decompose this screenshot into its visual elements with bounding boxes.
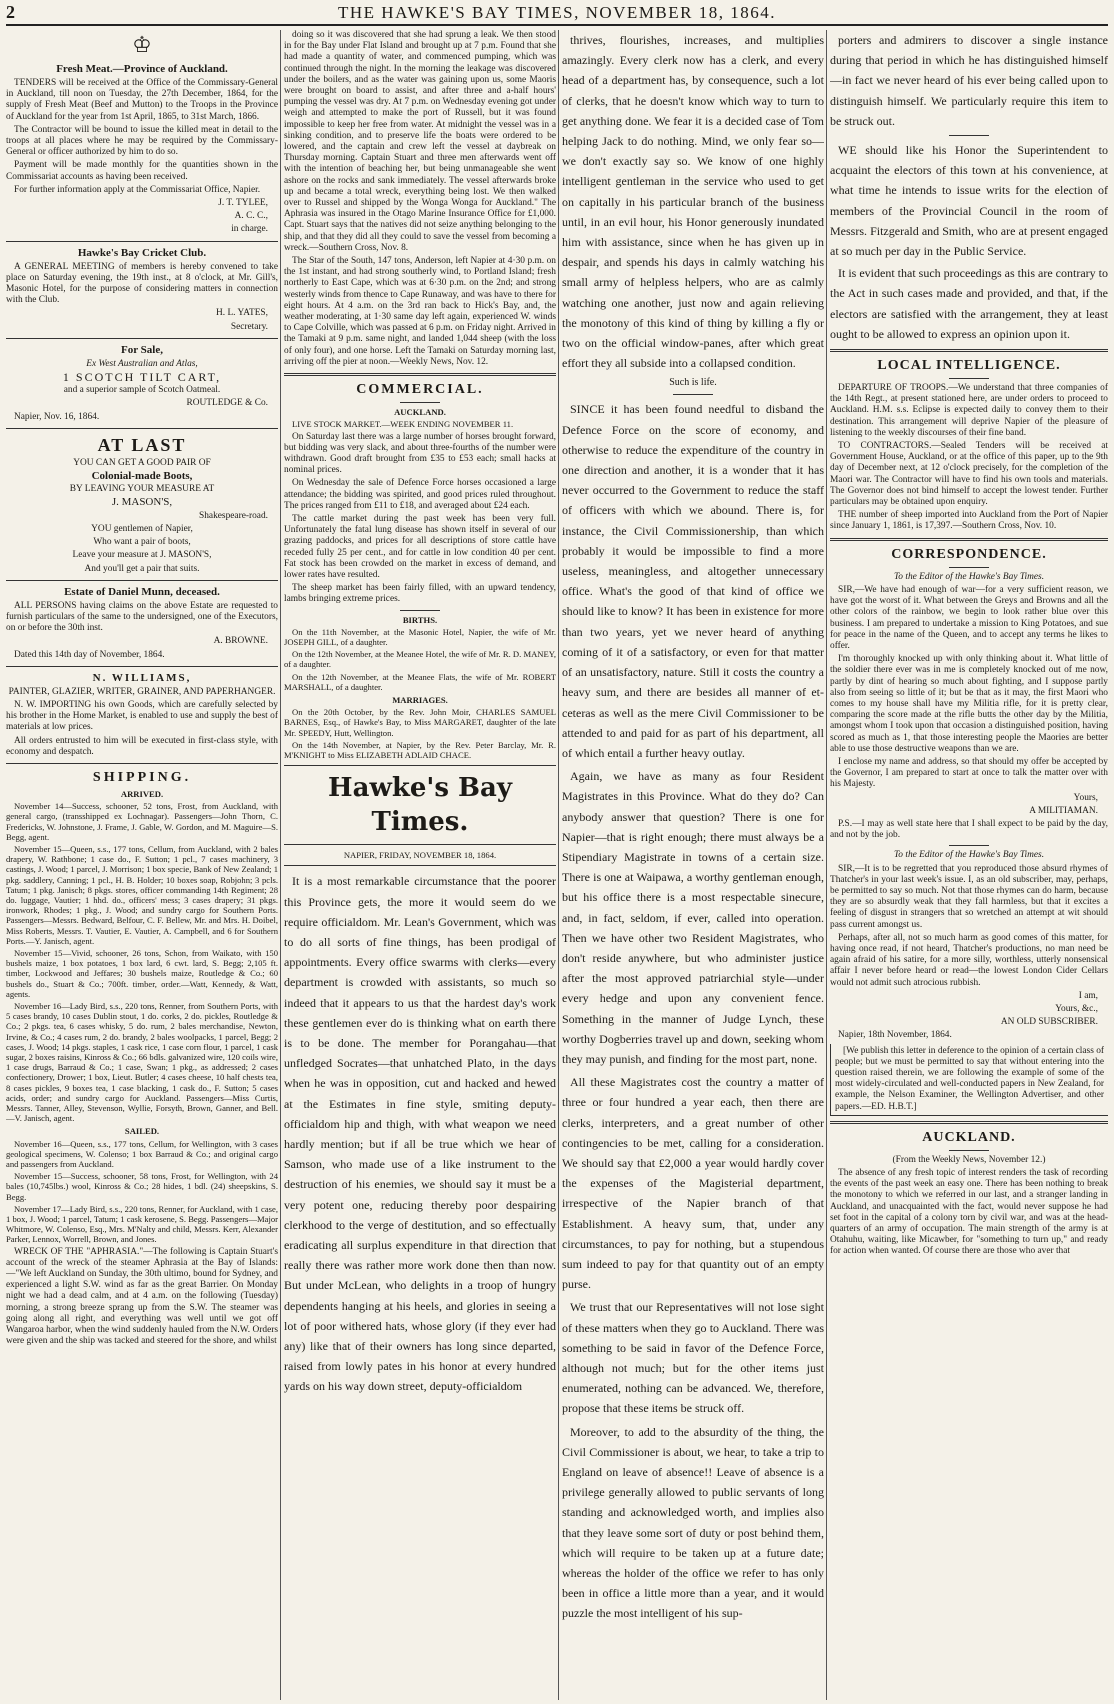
signature: A. BROWNE. [213,636,268,647]
livestock-heading: LIVE STOCK MARKET.—WEEK ENDING NOVEMBER 11. [292,419,514,430]
shipping-entry: November 16—Lady Bird, s.s., 220 tons, Renner, from Southern Ports, with 5 cases brandy, 10 cases Dublin stout, 1 do. corks, 2 do. pickles, Routledge & Co.; 2 pkgs. tea, 6 cases whisky, 5 do. rum, 2 bales merchandise, Newton, Irvine, & Co.; 4 cases rum, 2 do. brandy, 2 bales woolpacks, 1 parcel, Begg; 2 cases, J. Wood; 14 pkgs. staples, 1 cask rice, 1 case corn flour, 1 parcel, 1 cask sugar, 2 boxes raisins, Kinross & Co.; 66 bdls. galvanized wire, 120 coils wire, 1 case drugs, Barraud & Co.; 1 case, Swan; 1 pkg., as addressed; 2 cases confectionery, Drower; 1 box, Lieut. Butler; 4 cases cheese, 10 half chests tea, 8 cases pickles, 9 boxes tea, 1 case blacking, 1 cask do., F. Sutton; 5 cases acids, order; and sundry cargo for Auckland. Passengers—Miss Curtis, Messrs. Tanner, Alley, Stevenson, Wyllie, Forsyth, Brown, Ganner, and Bell.—V. Janisch, agent. [6,1001,278,1124]
boots-verse: YOU gentlemen of Napier, [91,523,193,534]
signature: in charge. [231,224,268,235]
editorial-text: It is evident that such proceedings as this are contrary to the Act in such cases made and provided, and that, if the electors are satisfied with the arrangement, they at least ought to be allowed to express an opinion upon it. [830,266,1108,341]
boots-text: BY LEAVING YOUR MEASURE AT [69,484,215,495]
divider [673,394,713,395]
editorial-text: We trust that our Representatives will not lose sight of these matters when they go to Auckland. There was something to be said in favor of the Defence Force, although not much; but for the other items just enumerated, nothing can be advanced. We, therefore, propose that these items be struck off. [562,1300,824,1416]
editorial-text: Moreover, to add to the absurdity of the thing, the Civil Commissioner is about, we hear, to take a trip to England on leave of absence!! Leave of absence is a privilege generally allowed to public servants of long standing and acknowledged worth, and implies also that they leave some sort of duty or post behind them, which will require to be taken up at a future date; whereas the holder of the office we refer to has only been in office a little more than a year, and it would puzzle the most intelligent of his sup- [562,1424,824,1621]
masthead [6,2,1108,26]
boots-text: Shakespeare-road. [199,510,268,521]
cricket-text: A GENERAL MEETING of members is hereby convened to take place on Saturday evening, the 19th inst., at 8 o'clock, at Mr. Gill's, Masonic Hotel, for the purpose of considering matters in connection with the Club. [6,261,278,306]
auckland-subheading: AUCKLAND. [394,407,446,418]
boots-verse: Who want a pair of boots, [93,537,191,548]
sale-text: Ex West Australian and Atlas, [86,358,198,369]
letter-text: P.S.—I may as well state here that I shall expect to be paid by the day, and not by the job. [830,818,1108,841]
divider [284,373,556,376]
marriage-entry: On the 14th November, at Napier, by the Rev. Peter Barclay, Mr. R. M'KNIGHT to Miss ELIZABETH ADLAID CHACE. [284,739,556,760]
column-rule [558,30,559,1700]
signature: AN OLD SUBSCRIBER. [1000,1017,1098,1028]
signature: I am, [1078,990,1098,1001]
divider [284,765,556,766]
shipping-entry: November 14—Success, schooner, 52 tons, Frost, from Auckland, with general cargo, (transshipped ex Lochnagar). Passengers—John Thorn, C. Fredericks, W. Johnstone, J. Frame, J. Gable, W. Gordon, and M. Maguire—S. Begg, agent. [6,801,278,842]
williams-heading: N. WILLIAMS, [92,671,192,684]
munn-text: ALL PERSONS having claims on the above Estate are requested to furnish particulars of the same to the undersigned, one of the Executors, on or before the 30th inst. [6,600,278,634]
correspondence-heading: CORRESPONDENCE. [891,546,1047,562]
star-of-south-text: The Star of the South, 147 tons, Anderson, left Napier at 4·30 p.m. on the 1st instant, and had strong southerly wind, to Portland Island; fresh northerly to East Cape, which was at 6·30 p.m. on the 2nd; and strong westerly winds from thence to Cape Runaway, and was have to there for eight hours. At 4 a.m. on the 3rd ran back to Hick's Bay, and, the weather moderating, at 1·30 same day left again, experienced W. winds to Cape Colville, which was passed at 6 p.m. on Friday night. Arrived in the Tamaki at 9 p.m. same night, and landed 1,044 sheep (with the loss of only four), and one horse. Left the Tamaki on Saturday morning last, arriving off the pier at noon.—Weekly News, Nov. 12. [284,256,556,367]
williams-text: N. W. IMPORTING his own Goods, which are carefully selected by his brother in the Home Market, is enabled to use and supply the best of materials at low prices. [6,699,278,733]
divider [949,135,989,136]
paper-nameplate: Hawke's Bay Times. [328,773,512,838]
column-1 [6,30,278,1700]
arrived-heading: ARRIVED. [120,788,164,799]
boots-verse: And you'll get a pair that suits. [84,563,200,574]
column-3 [562,30,824,1700]
auckland-heading: AUCKLAND. [922,1129,1016,1145]
livestock-text: The cattle market during the past week has been very full. Unfortunately the fatal lung disease has shown itself in several of our grazing paddocks, and prices for all descriptions of store cattle have receded fully 25 per cent., and for cattle in low condition 40 per cent. Fat stock has been crowded on the market in excess of demand, and lower rates have resulted. [284,513,556,580]
source-line: (From the Weekly News, November 12.) [892,1154,1046,1165]
sale-date: Napier, Nov. 16, 1864. [14,411,100,422]
shipping-entry: November 15—Vivid, schooner, 26 tons, Schon, from Waikato, with 150 bushels maize, 1 box potatoes, 1 box lard, 6 cwt. lard, S. Begg; 2,105 ft. timber, Lockwood and Jeffares; 30 bushels maize, Routledge & Co.; 60 bushels do., Stuart & Co.; 700ft. timber, order.—Watt, Kennedy, & Watt, agents. [6,947,278,999]
fresh-meat-text: For further information apply at the Commissariat Office, Napier. [14,184,261,195]
wreck-text: doing so it was discovered that she had sprung a leak. We then stood in for the Bay under Flat Island and brought up at 7 p.m. Found that she had made a quantity of water, and commenced pumping, which was continued through the night. In the morning the leakage was discovered under the boilers, and as the water was gaining upon us, some Maoris were brought on board to assist, and after three and a-half hours' pumping the vessel was dry. At 7 p.m. on Wednesday evening got under weigh and attempted to make the port of Russell, but it was found impossible to keep her free from water. At midnight the vessel was in a sinking condition, and to preserve life the boats were ordered to be lowered, and the captain and crew left the vessel at daybreak on Thursday morning. Captain Stuart and three men afterwards went off with the intention of beaching her, but being unmanageable she went ashore on the rocks and sank immediately. The vessel afterwards broke up and became a total wreck, everything being lost. We then walked over to Russel and shipped by the Wonga Wonga for Auckland." The Aphrasia was insured in the Otago Marine Insurance Office for £1,000. Capt. Stuart says that the natives did not seize anything belonging to the ship, and that they did all they could to save the vessel from becoming a wreck.—Southern Cross, Nov. 8. [284,30,556,253]
divider [949,567,989,568]
boots-text: J. MASON'S, [111,496,173,509]
williams-sub: PAINTER, GLAZIER, WRITER, GRAINER, AND PAPERHANGER. [8,686,276,697]
commercial-heading: COMMERCIAL. [356,382,484,398]
letter-text: Perhaps, after all, not so much harm as good comes of this matter, for having once read, if not heard, Thatcher's productions, no man need be again afraid of his satire, for a more silly, worthless, utterly nonsensical affair I never before heard or read—the lowest London Cider Cellars would not admit such atrocious rubbish. [830,932,1108,988]
marriages-heading: MARRIAGES. [392,694,448,705]
livestock-text: On Saturday last there was a large number of horses brought forward, but bidding was very slack, and about three-fourths of the number were withdrawn. Good draft brought from £35 to £53 each; small hacks at nominal prices. [284,431,556,476]
fresh-meat-text: The Contractor will be bound to issue the killed meat in detail to the troops at all places where he may be required by the Commissary-General or officer authorized by him to do so. [6,124,278,158]
munn-date: Dated this 14th day of November, 1864. [14,649,165,660]
column-rule [280,30,281,1700]
birth-entry: On the 11th November, at the Masonic Hotel, Napier, the wife of Mr. JOSEPH GILL, of a daughter. [284,626,556,647]
divider [830,538,1108,541]
signature: Yours, [1073,792,1098,803]
divider [949,378,989,379]
editorial-text: WE should like his Honor the Superintendent to acquaint the electors of this town at his convenience, at what time he intends to issue writs for the election of members of the Provincial Council in the room of Messrs. Fitzgerald and Smith, who are at present engaged at so much per day in the Public Service. [830,143,1108,259]
birth-entry: On the 12th November, at the Meanee Flats, the wife of Mr. ROBERT MARSHALL, of a daughter. [284,671,556,692]
divider [284,844,556,845]
editorial-text: SINCE it has been found needful to disband the Defence Force on the score of economy, and otherwise to reduce the expenditure of the country in one direction and another, it is a wonder that it has never occurred to the Government to reduce the staff of officers with which we abound. There is, for instance, the Civil Commissionership, than which probably it would be impossible to find a more useless, meaningless, and altogether unnecessary office. What's the good of that kind of office we should like to know? It has been in existence for more than two years, yet we never heard of anything coming of it of a satisfactory, or even for that matter of an unsatisfactory, nature. Still it costs the country a heavy sum, and there are besides all manner of et-ceteras as well as the mere Civil Commissioner to be attended to and paid for as part of his department, all of which entail a further heavy outlay. [562,402,824,760]
dateline: NAPIER, FRIDAY, NOVEMBER 18, 1864. [343,850,497,861]
shipping-heading: SHIPPING. [92,769,192,785]
editorial-text: thrives, flourishes, increases, and multiplies amazingly. Every clerk now has a clerk, and every head of a department has, by consequence, such a lot of clerks, that he doesn't know which way to turn to get anything done. We fear it is a decided case of Tom helping Jack to do nothing. Mind, we only fear so—we don't exactly say so. We know of one highly intelligent gentleman in the service who used to get on capitally in his particular branch of the business until, in an evil hour, his Honor generously inundated him with assistance, since when he has given up in despair, and spends his days in calmly watching his small army of helpless helpers, who are as calmly watching one another, just now and again relieving the monotony of this kind of thing by killing a fly or two on the official window-panes, after which great effort they all subside into a collapsed condition. [562,33,824,371]
sale-item: 1 SCOTCH TILT CART, [62,370,222,385]
munn-heading: Estate of Daniel Munn, deceased. [64,585,220,598]
editor-note: [We publish this letter in deference to the opinion of a certain class of people; but we must be permitted to say that without entering into the question raised therein, we are following the example of some of the most widely-circulated and well-conducted papers in New Zealand, for example, the Nelson Examiner, the Wellington Advertiser, and other papers.—ED. H.B.T.] [830,1044,1108,1116]
editorial-text: Such is life. [669,377,717,389]
auckland-text: The absence of any fresh topic of interest renders the task of recording the events of the past week an easy one. There has been nothing to break the monotony to which we referred in our last, and a stranger landing in Auckland, and unacquainted with the fact, would never suppose he had set foot in the capital of a colony torn by civil war, and was at the head-quarters of an army of occupation. The main strength of the army is at Otahuhu, waiting, like Micawber, for "something to turn up," and ready for action when wanted. Of course there are those who aver that [830,1168,1108,1257]
boots-text: Colonial-made Boots, [91,470,193,483]
fresh-meat-heading: Fresh Meat.—Province of Auckland. [56,63,228,75]
editorial-text: All these Magistrates cost the country a matter of three or four hundred a year each, then there are clerks, interpreters, and a great number of other contingencies to be met, calling for a consideration. We should say that £2,000 a year would hardly cover the expenses of the Magisterial department, irrespective of the Napier branch of that Establishment. A heavy sum, that, under any circumstances, to pay for nothing, but a stupendous sum indeed to pay for that quantity out of an empty purse. [562,1075,824,1292]
shipping-entry: November 16—Queen, s.s., 177 tons, Cellum, for Wellington, with 3 cases geological specimens, W. Colenso; 1 box Barraud & Co.; and original cargo and passengers from Auckland. [6,1138,278,1170]
sailed-heading: SAILED. [124,1126,160,1137]
williams-text: All orders entrusted to him will be executed in first-class style, with economy and despatch. [6,735,278,757]
livestock-text: The sheep market has been fairly filled, with an upward tendency, lambs bringing extreme prices. [284,583,556,605]
divider [949,845,989,846]
letter-address: To the Editor of the Hawke's Bay Times. [893,571,1045,582]
boots-text: YOU CAN GET A GOOD PAIR OF [73,457,211,468]
editorial-text: porters and admirers to discover a single instance during that period in which he has distinguished himself—in fact we never heard of his ever being called upon to distinguish himself. We particularly require this item to be struck out. [830,33,1108,128]
signature: A. C. C., [234,211,268,222]
column-4 [830,30,1108,1700]
signature: A MILITIAMAN. [1029,805,1098,816]
livestock-text: On Wednesday the sale of Defence Force horses occasioned a large attendance; the bidding was spirited, and good prices ruled throughout. The prices ranged from £11 to £18, and averaged about £24 each. [284,478,556,511]
divider [6,241,278,242]
shipping-entry: November 15—Queen, s.s., 177 tons, Cellum, from Auckland, with 2 bales drapery, W. Rathbone; 1 case do., F. Sutton; 1 pcl., 7 cases machinery, 3 castings, J. Wood; 1 parcel, J. Morrison; 1 box specie, Bank of New Zealand; 1 pkg. saddlery, Canning; 1 pcl., H. B. Holder; 10 boxes soap, Robjohn; 3 pcls. Tatum; 1 pkg. Janisch; 8 pkgs. stores, officer commanding 14th Regiment; 28 do. luggage, Vautier; 1 hhd. do., officers' mess; 3 cases drapery; 31 pkgs. ironwork, Rhodes; 1 pkg., J. Wood; and sundry cargo for Southern Ports. Passengers—Messrs. Bedward, Belfour, C. F. Bellew, Mr. and Mrs. H. Doibel, Miss Roberts, Messrs. T. Vautier, E. Vautier, A. Campbell, and 6 for Southern Ports.—Y. Janisch, agent. [6,843,278,946]
divider [400,610,440,611]
cricket-heading: Hawke's Bay Cricket Club. [77,246,207,259]
divider [830,1121,1108,1124]
letter-text: I enclose my name and address, so that should my offer be accepted by the Governor, I am prepared to start at once to talk the matter over with his Majesty. [830,756,1108,790]
birth-entry: On the 12th November, at the Meanee Hotel, the wife of Mr. R. D. MANEY, of a daughter. [284,649,556,670]
divider [284,865,556,866]
signature: ROUTLEDGE & Co. [186,398,268,409]
column-rule [826,30,827,1700]
shipping-entry: November 17—Lady Bird, s.s., 220 tons, Renner, for Auckland, with 1 case, 1 box, J. Wood; 1 parcel, Tatum; 1 cask kerosene, S. Begg. Passengers—Major Whitmore, W. Colenso, Esq., Mrs. M'Nalty and child, Messrs. Kerr, Alexander Parker, Lennox, Worrell, Brown, and Jones. [6,1203,278,1245]
letter-date: Napier, 18th November, 1864. [838,1030,952,1041]
divider [6,580,278,581]
letter-text: SIR,—We have had enough of war—for a very sufficient reason, we have got the worst of it. What between the Greys and Browns and all the other colors of the rainbow, we begin to look rather blue over this business. I am prepared to undertake a mission to King Potatoes, and sue for peace in the name of the Queen, and to accept any terms he likes to offer. [830,584,1108,651]
births-heading: BIRTHS. [402,614,438,625]
sale-text: and a superior sample of Scotch Oatmeal. [63,385,221,396]
page-number: 2 [6,2,15,22]
royal-arms-icon: ♔ [132,32,152,57]
local-text: TO CONTRACTORS.—Sealed Tenders will be received at Government House, Auckland, or at the office of this paper, up to the 9th day of December next, at 12 o'clock precisely, for the completion of the Maori war. The Contractor will have to find his own tools and materials. The Governor does not bind himself to accept the lowest tender. Further particulars may be obtained upon enquiry. [830,441,1108,508]
letter-address: To the Editor of the Hawke's Bay Times. [893,850,1045,861]
divider [830,349,1108,352]
divider [6,666,278,667]
local-intelligence-heading: LOCAL INTELLIGENCE. [877,358,1061,374]
column-2 [284,30,556,1700]
divider [400,402,440,403]
divider [949,1150,989,1151]
boots-heading: AT LAST [97,434,187,455]
local-text: DEPARTURE OF TROOPS.—We understand that three companies of the 14th Regt., at present stationed here, are under orders to proceed to Auckland. H.M. s.s. Eclipse is expected daily to convey them to their destination. This arrangement will deprive Napier of the pleasure of listening to the weekly discourses of their fine band. [830,383,1108,438]
wreck-text: WRECK OF THE "APHRASIA."—The following is Captain Stuart's account of the wreck of the steamer Aphrasia at the Bay of Islands:—"We left Auckland on Sunday, the 30th ultimo, bound for Sydney, and experienced a light S.W. wind as far as the great Barrier. On Monday night we had a dead calm, and at 4 a.m. on the following (Tuesday) morning, a strong breeze sprang up from the S.W. The steamer was going along all right, and everything was well until we got off Wangaroa harbor, when the wind suddenly hauled from the N.W. Orders were given and the ship was tacked and steered for the shore, and whilst [6,1246,278,1347]
newspaper-title-line: THE HAWKE'S BAY TIMES, NOVEMBER 18, 1864. [338,3,776,22]
fresh-meat-text: Payment will be made monthly for the quantities shown in the Commissariat accounts as having been received. [6,160,278,182]
marriage-entry: On the 20th October, by the Rev. John Moir, CHARLES SAMUEL BARNES, Esq., of Hawke's Bay, to Miss MARGARET, daughter of the late Mr. SPEEDY, Hutt, Wellington. [284,707,556,738]
signature: Yours, &c., [1055,1004,1098,1014]
editorial-text: Again, we have as many as four Resident Magistrates in this Province. What do they do? Can anybody answer that question? There is one for Napier—that is right enough; there must always be a Stipendiary Magistrate in towns of a certain size. There is one at Waipawa, a worthy gentleman enough, but his office there is a most respectable sinecure, and, in fact, seldom, if ever, called into operation. Then we have other two Resident Magistrates, who don't reside anywhere, but who administer justice after the most approved patriarchial style—under every hedge and upon any convenient fence. Something in the manner of Judge Lynch, these worthy Dogberries travel up and down, seeking whom they may punish, and finding for the most part, none. [562,769,824,1066]
divider [6,763,278,764]
divider [6,338,278,339]
divider [6,428,278,429]
letter-text: SIR,—It is to be regretted that you reproduced those absurd rhymes of Thatcher's in your last week's issue. I, as an old subscriber, may, perhaps, be permitted to say so much. Not that those rhymes can do harm, because they are so absurdly weak that they fall harmless, but that it excites a feeling of disgust in strangers that so wretched an attempt at wit should pass current amongst us. [830,863,1108,930]
signature: Secretary. [230,321,268,332]
local-text: THE number of sheep imported into Auckland from the Port of Napier since January 1, 1861, is 17,397.—Southern Cross, Nov. 10. [830,510,1108,532]
shipping-entry: November 15—Success, schooner, 58 tons, Frost, for Wellington, with 24 bales (10,745lbs.) wool, Kinross & Co.; 28 hides, 1 bdl. (24) sheepskins, S. Begg. [6,1171,278,1202]
editorial-text: It is a most remarkable circumstance that the poorer this Province gets, the more it would seem do we require officialdom. Mr. Lean's Government, which was to do all sorts of fine things, has been prodigal of appointments. Every office swarms with clerks—every department is crowded with assistants, so much so indeed that it appears to us that the hardest day's work these gentlemen ever do is thinking what on earth there is to be done. The member for Porangahau—that unfledged Socrates—that unhatched Plato, in the days when he was in opposition, cut and hacked and hewed at the Estimates in fine style, smiting deputy-officialdom hip and thigh, with what weapon we need hardly mention; but if all be true which we hear of Samson, who made use of a like instrument to the destruction of his enemies, we should say it must be a very potent one, reducing thereby poor despairing clerkhood to the verge of destitution, and so effectually eradicating all surplus expenditure in that direction that really there was rather more work done then than now. But under McLean, who delights in a troop of hungry dependents hanging at his heels, and glories in seeing a lot of poor withered hats, whose glory (if they ever had any) like that of their owners has long since departed, raised from lowly pates in his honor at every hundred yards on his way down street, deputy-officialdom [284,874,556,1394]
letter-text: I'm thoroughly knocked up with only thinking about it. What little of the soldier there ever was in me is completely knocked out of me now, partly by dint of hearing so much about fighting, and I suppose partly also from seeing so little of it; but be that as it may, the first Maori who comes to my house shall have my Militia rifle, for it is pretty clear, comparing the score made at the rifle butts the other day by the Militia, amongst whom I took upon that occasion a distinguished position, having scored as much as 1, that those interesting people the Maories are better able to use those destructive weapons than we are. [830,654,1108,754]
fresh-meat-text: TENDERS will be received at the Office of the Commissary-General in Auckland, till noon on Tuesday, the 27th December, 1864, for the supply of Fresh Meat (Beef and Mutton) to the Troops in the Province of Auckland for the year from 1st April, 1865, to 31st March, 1866. [6,78,278,122]
signature: J. T. TYLEE, [218,198,268,209]
boots-verse: Leave your measure at J. MASON'S, [72,550,212,561]
signature: H. L. YATES, [216,308,268,319]
for-sale-heading: For Sale, [121,343,163,356]
